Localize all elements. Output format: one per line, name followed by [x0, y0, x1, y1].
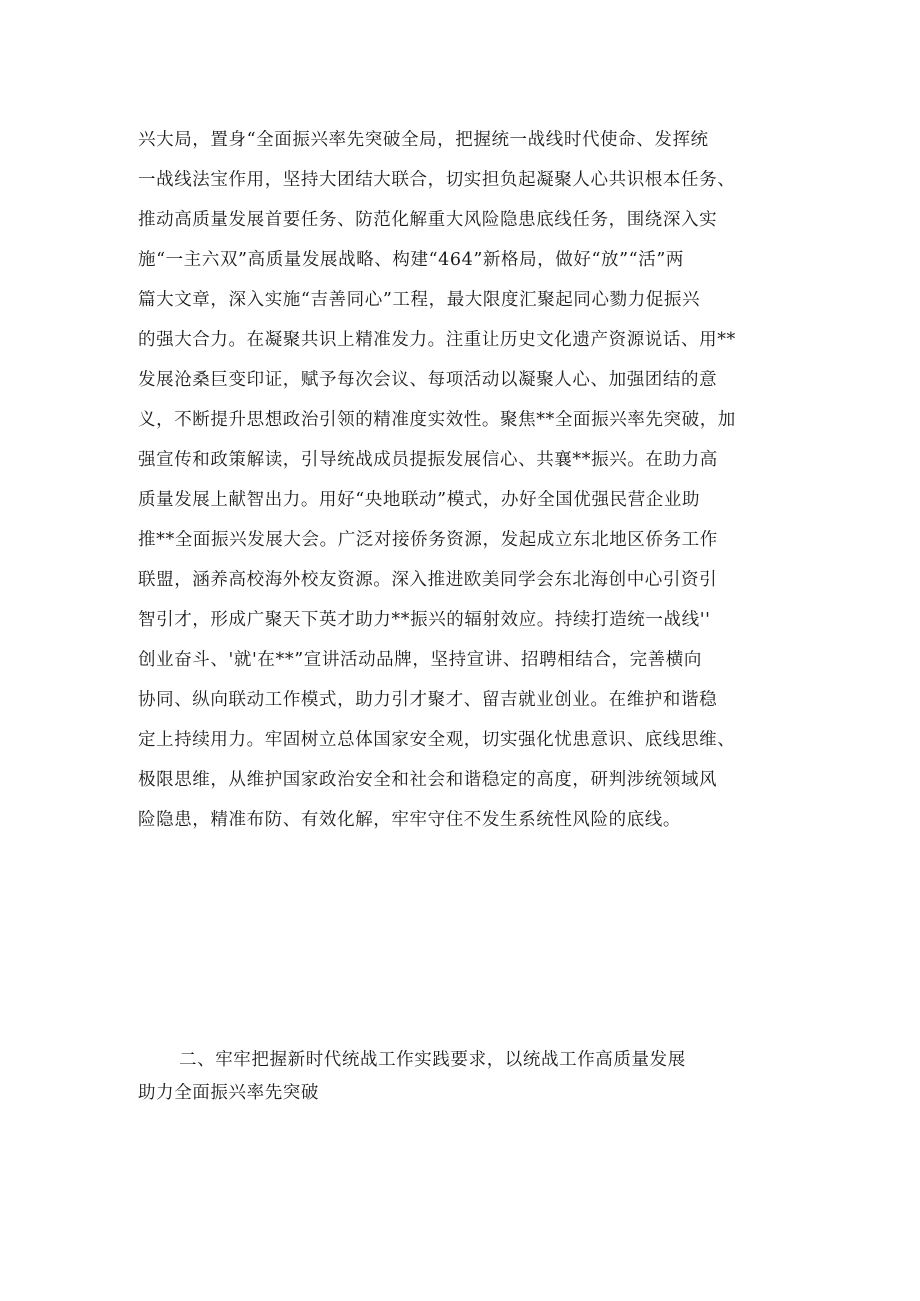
paragraph-line: 强宣传和政策解读，引导统战成员提振发展信心、共襄**振兴。在助力高 [138, 450, 718, 470]
paragraph-line: 发展沧桑巨变印证，赋予每次会议、每项活动以凝聚人心、加强团结的意 [138, 370, 718, 390]
paragraph-line: 险隐患，精准布防、有效化解，牢牢守住不发生系统性风险的底线。 [138, 810, 681, 830]
paragraph-line: 创业奋斗、'就'在**”宣讲活动品牌，坚持宣讲、招聘相结合，完善横向 [138, 650, 702, 670]
paragraph-line: 定上持续用力。牢固树立总体国家安全观，切实强化忧患意识、底线思维、 [138, 730, 736, 750]
paragraph-line: 义，不断提升思想政治引领的精准度实效性。聚焦**全面振兴率先突破，加 [138, 410, 736, 430]
paragraph-line: 推**全面振兴发展大会。广泛对接侨务资源，发起成立东北地区侨务工作 [138, 530, 718, 550]
section-heading-line: 助力全面振兴率先突破 [138, 1083, 319, 1103]
section-heading-line: 二、牢牢把握新时代统战工作实践要求，以统战工作高质量发展 [179, 1050, 686, 1070]
section-heading [138, 1044, 798, 1110]
paragraph-line: 智引才，形成广聚天下英才助力**振兴的辐射效应。持续打造统一战线'' [138, 610, 711, 630]
paragraph-line: 协同、纵向联动工作模式，助力引才聚才、留吉就业创业。在维护和谐稳 [138, 690, 718, 710]
paragraph-line: 的强大合力。在凝聚共识上精准发力。注重让历史文化遗产资源说话、用** [138, 330, 736, 350]
paragraph-line: 施“一主六双”高质量发展战略、构建“464”新格局，做好“放”“活”两 [138, 250, 684, 270]
paragraph-line: 联盟，涵养高校海外校友资源。深入推进欧美同学会东北海创中心引资引 [138, 570, 718, 590]
paragraph-line: 兴大局，置身“全面振兴率先突破全局，把握统一战线时代使命、发挥统 [138, 130, 709, 150]
body-paragraph [138, 120, 798, 840]
paragraph-line: 篇大文章，深入实施“吉善同心”工程，最大限度汇聚起同心勠力促振兴 [138, 290, 701, 310]
paragraph-line: 一战线法宝作用，坚持大团结大联合，切实担负起凝聚人心共识根本任务、 [138, 170, 736, 190]
paragraph-line: 质量发展上献智出力。用好“央地联动”模式，办好全国优强民营企业助 [138, 490, 701, 510]
paragraph-line: 极限思维，从维护国家政治安全和社会和谐稳定的高度，研判涉统领域风 [138, 770, 718, 790]
paragraph-line: 推动高质量发展首要任务、防范化解重大风险隐患底线任务，围绕深入实 [138, 210, 718, 230]
